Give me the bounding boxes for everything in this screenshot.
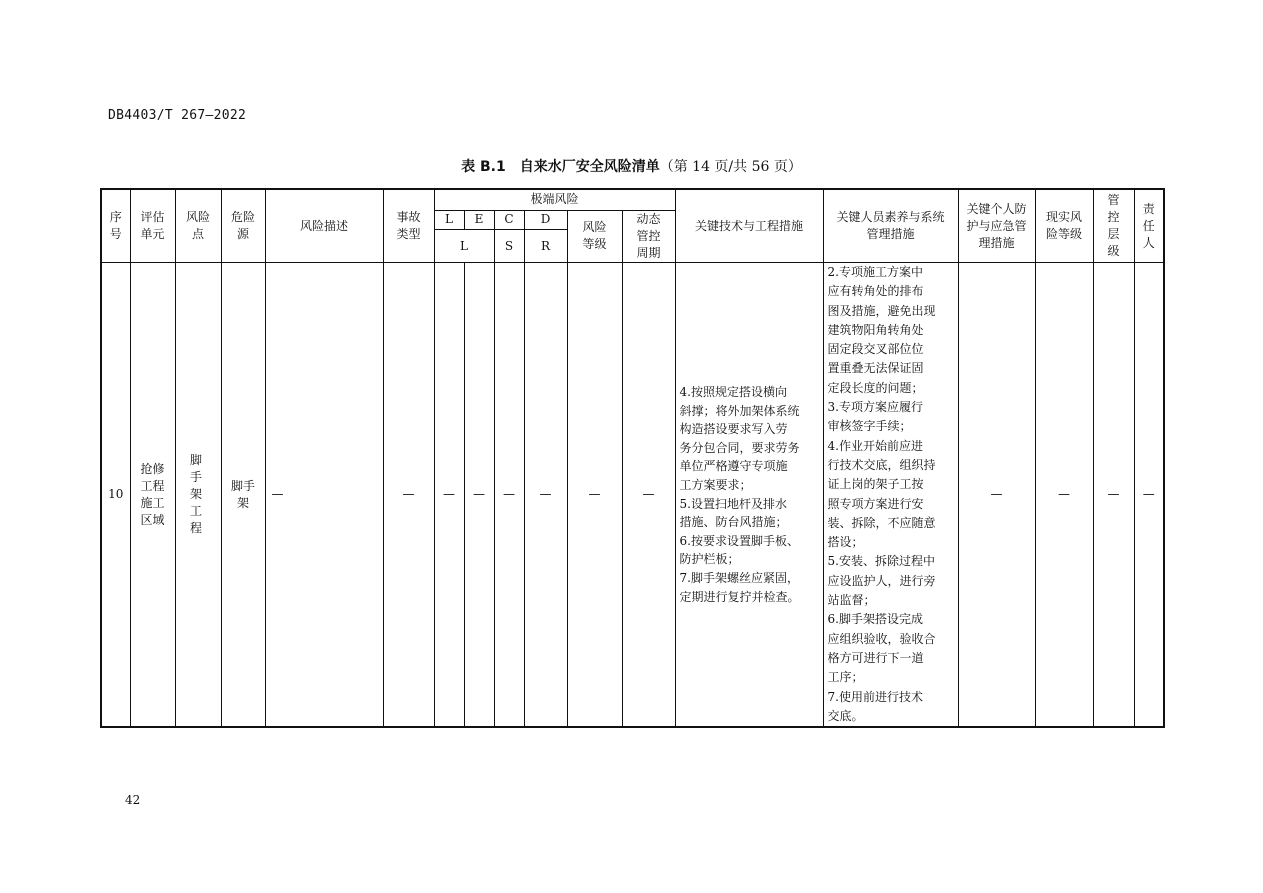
table-page-info: （第 14 页/共 56 页） xyxy=(659,159,802,175)
header-control: 管控层级 xyxy=(1093,189,1134,263)
mgmt-line: 定段长度的问题； xyxy=(827,380,924,395)
table-title xyxy=(0,156,1263,176)
tech-line: 定期进行复拧并检查。 xyxy=(679,589,800,604)
header-mgmt: 关键人员素养与系统管理措施 xyxy=(823,189,958,263)
mgmt-line: 站监督； xyxy=(827,593,876,608)
header-tech: 关键技术与工程措施 xyxy=(675,189,823,263)
header-S: S xyxy=(494,230,524,263)
cell-resp: — xyxy=(1134,263,1164,728)
mgmt-line: 7.使用前进行技术 xyxy=(827,689,923,704)
tech-line: 工方案要求； xyxy=(679,477,752,492)
tech-line: 务分包合同，要求劳务 xyxy=(679,440,800,455)
cell-desc: — xyxy=(265,263,383,728)
mgmt-line: 行技术交底，组织持 xyxy=(827,457,936,472)
header-unit: 评估单元 xyxy=(130,189,175,263)
tech-line: 单位严格遵守专项施 xyxy=(679,459,788,474)
tech-line: 4.按照规定搭设横向 xyxy=(679,385,787,399)
mgmt-line: 固定段交叉部位位 xyxy=(827,342,924,357)
header-dynamic: 动态管控周期 xyxy=(622,210,675,263)
mgmt-line: 证上岗的架子工按 xyxy=(827,477,924,492)
header-actual: 现实风险等级 xyxy=(1035,189,1093,263)
tech-line: 措施、防台风措施； xyxy=(679,515,788,530)
tech-line: 6.按要求设置脚手板、 xyxy=(679,533,799,548)
tech-line: 5.设置扫地杆及排水 xyxy=(679,496,787,511)
header-desc: 风险描述 xyxy=(265,189,383,263)
mgmt-line: 2.专项施工方案中 xyxy=(827,265,923,279)
mgmt-line: 应设监护人，进行旁 xyxy=(827,573,936,588)
cell-unit: 抢修工程施工区域 xyxy=(130,263,175,728)
mgmt-line: 图及措施，避免出现 xyxy=(827,303,936,318)
header-resp: 责任人 xyxy=(1134,189,1164,263)
cell-level: — xyxy=(567,263,622,728)
cell-E: — xyxy=(464,263,494,728)
cell-protect: — xyxy=(958,263,1035,728)
cell-dynamic: — xyxy=(622,263,675,728)
mgmt-line: 建筑物阳角转角处 xyxy=(827,322,924,337)
page-number: 42 xyxy=(125,793,141,807)
cell-seq: 10 xyxy=(101,263,130,728)
cell-tech-measures xyxy=(675,263,823,728)
mgmt-line: 应有转角处的排布 xyxy=(827,284,924,299)
mgmt-line: 审核签字手续； xyxy=(827,419,912,434)
mgmt-line: 应组织验收，验收合 xyxy=(827,631,936,646)
cell-accident: — xyxy=(383,263,434,728)
header-seq: 序号 xyxy=(101,189,130,263)
tech-line: 7.脚手架螺丝应紧固， xyxy=(679,570,799,585)
header-E: E xyxy=(464,210,494,230)
cell-mgmt-measures xyxy=(823,263,958,728)
tech-line: 构造搭设要求写入劳 xyxy=(679,422,788,437)
mgmt-line: 4.作业开始前应进 xyxy=(827,438,923,453)
mgmt-line: 搭设； xyxy=(827,535,864,550)
cell-control: — xyxy=(1093,263,1134,728)
header-level: 风险等级 xyxy=(567,210,622,263)
mgmt-line: 格方可进行下一道 xyxy=(827,650,924,665)
header-C: C xyxy=(494,210,524,230)
header-D: D xyxy=(524,210,567,230)
mgmt-line: 3.专项方案应履行 xyxy=(827,400,923,415)
cell-L: — xyxy=(434,263,464,728)
mgmt-line: 5.安装、拆除过程中 xyxy=(827,554,935,569)
table-name: 自来水厂安全风险清单 xyxy=(519,159,660,175)
table-row xyxy=(101,263,1164,728)
header-hazard: 危险源 xyxy=(221,189,265,263)
tech-line: 斜撑；将外加架体系统 xyxy=(679,403,800,418)
table-number: 表 B.1 xyxy=(461,159,506,175)
header-protect: 关键个人防护与应急管理措施 xyxy=(958,189,1035,263)
header-L: L xyxy=(434,210,464,230)
mgmt-line: 交底。 xyxy=(827,708,864,723)
cell-C: — xyxy=(494,263,524,728)
mgmt-line: 装、拆除，不应随意 xyxy=(827,515,936,530)
cell-actual: — xyxy=(1035,263,1093,728)
cell-point: 脚手架工程 xyxy=(175,263,221,728)
mgmt-line: 工序； xyxy=(827,670,864,685)
mgmt-line: 照专项方案进行安 xyxy=(827,496,924,511)
cell-D: — xyxy=(524,263,567,728)
header-L-combined: L xyxy=(434,230,494,263)
cell-hazard: 脚手架 xyxy=(221,263,265,728)
header-extreme: 极端风险 xyxy=(434,189,675,210)
header-accident: 事故类型 xyxy=(383,189,434,263)
document-code: DB4403/T 267—2022 xyxy=(108,108,247,123)
risk-table xyxy=(100,188,1165,728)
tech-line: 防护栏板； xyxy=(679,552,740,567)
mgmt-line: 6.脚手架搭设完成 xyxy=(827,612,923,627)
mgmt-line: 置重叠无法保证固 xyxy=(827,361,924,376)
header-R: R xyxy=(524,230,567,263)
header-point: 风险点 xyxy=(175,189,221,263)
